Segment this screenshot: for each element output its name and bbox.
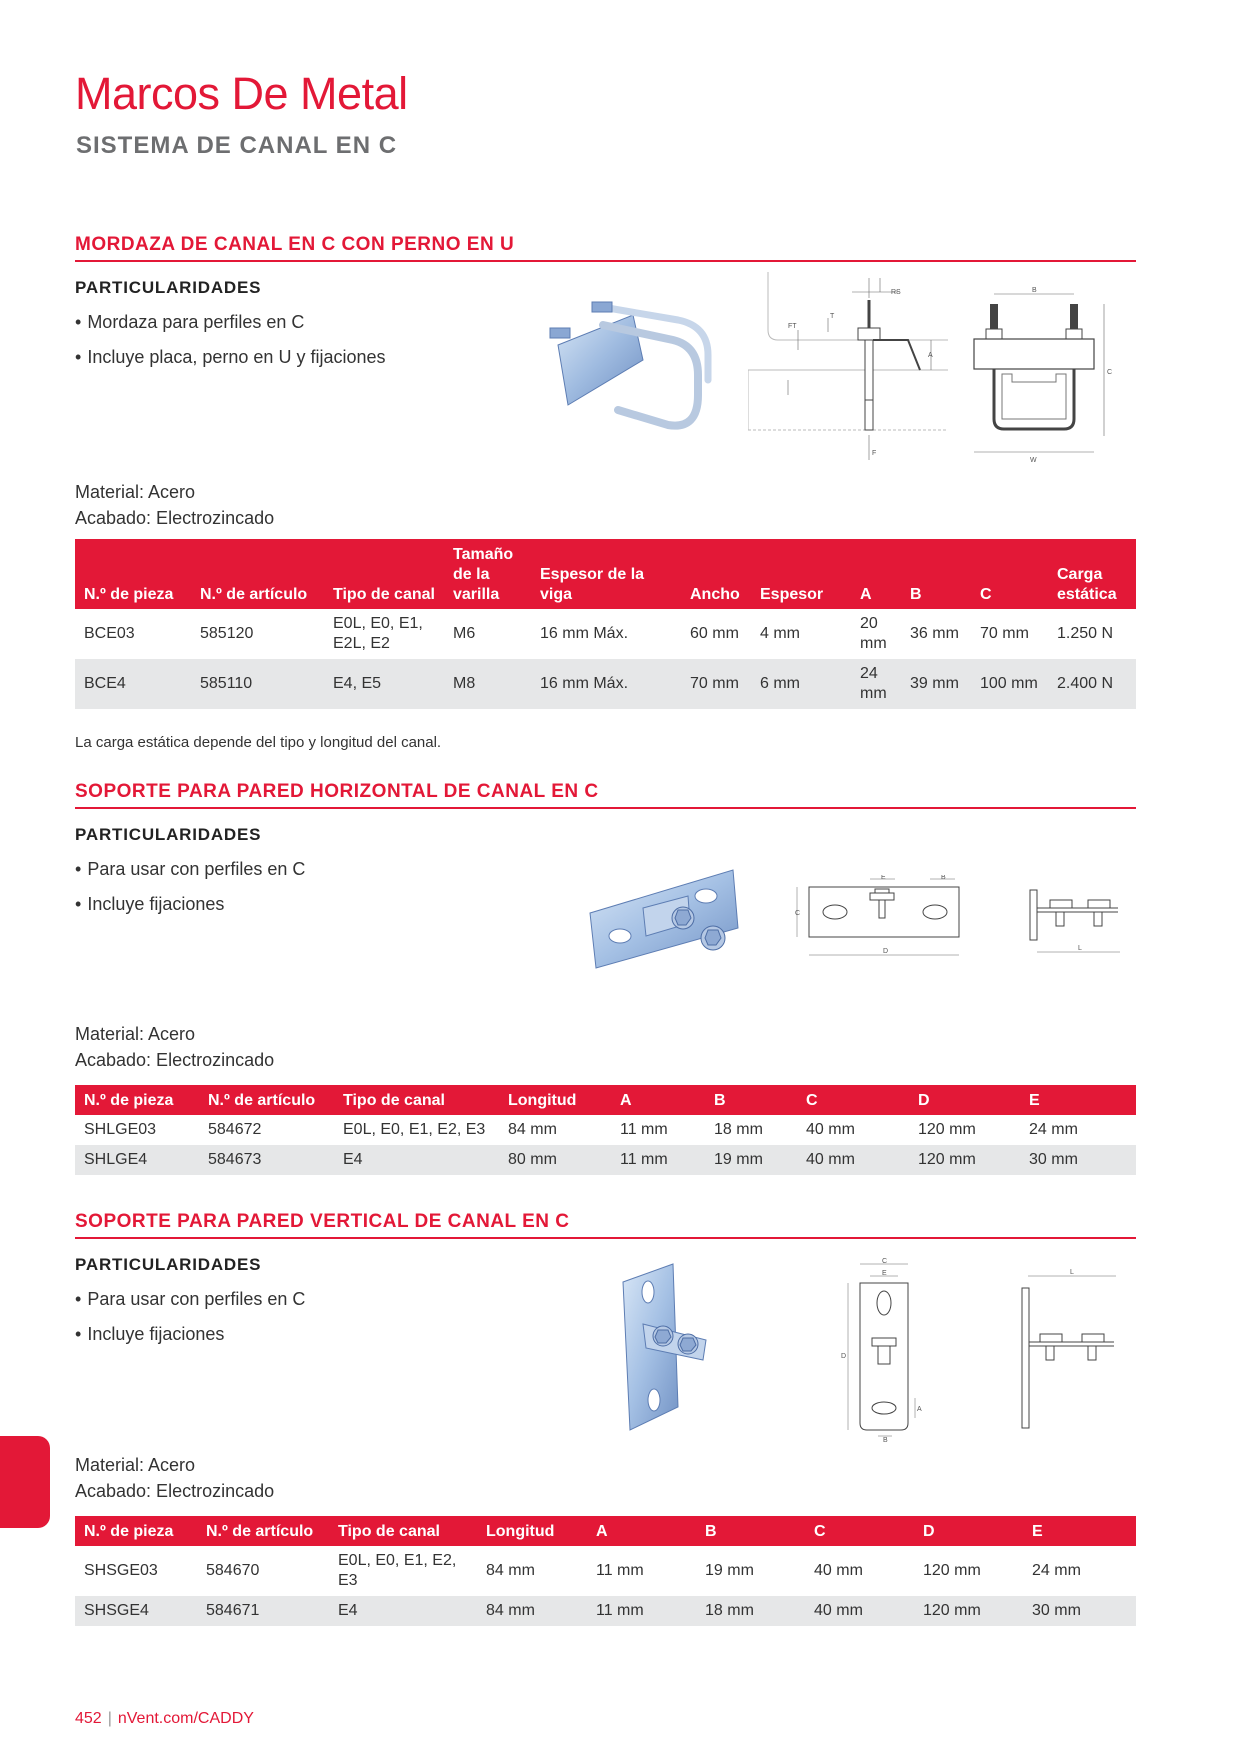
- col-header: B: [696, 1516, 805, 1546]
- horizontal-bracket-top-drawing: [795, 875, 965, 965]
- col-header: D: [909, 1085, 1020, 1115]
- table-cell: BCE4: [75, 659, 191, 709]
- front-view-drawing: [972, 284, 1122, 464]
- table-cell: 584671: [197, 1596, 329, 1626]
- col-header: B: [705, 1085, 797, 1115]
- table-cell: 24 mm: [1029, 1121, 1078, 1138]
- dim-label-ft: FT: [788, 323, 797, 330]
- table-cell: SHSGE4: [75, 1596, 197, 1626]
- col-header: C: [805, 1516, 914, 1546]
- material-text: Material: Acero: [75, 482, 196, 502]
- table-cell: 120 mm: [914, 1596, 1023, 1626]
- table-cell: 84 mm: [508, 1121, 557, 1138]
- vertical-front-view: [840, 1258, 930, 1443]
- table-cell: 584670: [206, 1562, 260, 1579]
- spec-table-vertical-bracket: [75, 1516, 1136, 1626]
- side-view-drawing: [748, 270, 948, 465]
- material-text: Material: Acero: [75, 1024, 196, 1044]
- spec-table-horizontal-bracket: [75, 1085, 1136, 1175]
- finish-text: Acabado: Electrozincado: [75, 1050, 275, 1070]
- u-bolt-clamp-image: [548, 300, 723, 450]
- col-header: N.º de artículo: [199, 1085, 334, 1115]
- table-cell: 585120: [200, 625, 254, 642]
- dim-label-d: D: [883, 948, 889, 955]
- table-cell: BCE03: [84, 625, 135, 642]
- table-cell: 585110: [191, 659, 324, 709]
- col-header: D: [914, 1516, 1023, 1546]
- vertical-side-view: [1018, 1268, 1118, 1433]
- table-cell: SHSGE03: [84, 1562, 158, 1579]
- section-vertical-wall-bracket: [75, 1211, 1136, 1359]
- features-heading: PARTICULARIDADES: [75, 825, 262, 844]
- section-title: MORDAZA DE CANAL EN C CON PERNO EN U: [75, 234, 1136, 262]
- horizontal-bracket-image: [588, 868, 748, 973]
- table-cell: 11 mm: [620, 1121, 668, 1138]
- table-cell: 18 mm: [714, 1121, 763, 1138]
- table-cell: E0L, E0, E1, E2, E3: [338, 1552, 457, 1589]
- section-title: SOPORTE PARA PARED HORIZONTAL DE CANAL EN C: [75, 781, 1136, 809]
- section-title: SOPORTE PARA PARED VERTICAL DE CANAL EN C: [75, 1211, 1136, 1239]
- table-cell: 84 mm: [477, 1596, 587, 1626]
- col-header: C: [797, 1085, 909, 1115]
- dim-label-b: B: [1032, 287, 1037, 294]
- table-cell: SHLGE4: [75, 1145, 199, 1175]
- col-header: N.º de pieza: [75, 539, 191, 609]
- table-cell: 11 mm: [596, 1562, 644, 1579]
- dim-label-e: E: [882, 1270, 887, 1277]
- table-cell: 4 mm: [760, 625, 800, 642]
- table-cell: 70 mm: [980, 625, 1029, 642]
- table-cell: 19 mm: [705, 1145, 797, 1175]
- finish-text: Acabado: Electrozincado: [75, 508, 275, 528]
- horizontal-side-view: [1028, 888, 1123, 958]
- col-header: Espesor de la viga: [531, 539, 681, 609]
- table-cell: 1.250 N: [1057, 625, 1114, 642]
- dim-label-c: C: [795, 910, 801, 917]
- vertical-bracket-photo: [618, 1262, 718, 1432]
- feature-item: • Mordaza para perfiles en C: [75, 312, 1136, 332]
- feature-item: • Incluye fijaciones: [75, 1324, 1136, 1344]
- table-cell: 40 mm: [805, 1596, 914, 1626]
- table-cell: 30 mm: [1020, 1145, 1136, 1175]
- col-header: B: [901, 539, 971, 609]
- vertical-bracket-front-drawing: [840, 1258, 930, 1443]
- features-list: [75, 1289, 1136, 1344]
- table-cell: 20 mm: [860, 615, 887, 652]
- u-bolt-clamp-photo: [548, 300, 723, 450]
- page-subtitle: SISTEMA DE CANAL EN C: [76, 132, 398, 159]
- table-cell: M8: [444, 659, 531, 709]
- table-cell: 120 mm: [923, 1562, 981, 1579]
- page-number: 452: [75, 1710, 102, 1727]
- table-cell: 11 mm: [611, 1145, 705, 1175]
- table-row: [75, 1115, 1136, 1145]
- features-heading: PARTICULARIDADES: [75, 1255, 262, 1274]
- col-header: N.º de pieza: [75, 1085, 199, 1115]
- dim-label-w: W: [1030, 457, 1037, 464]
- col-header: Carga estática: [1048, 539, 1136, 609]
- table-cell: 6 mm: [751, 659, 851, 709]
- vertical-bracket-image: [618, 1262, 718, 1432]
- col-header: E: [1023, 1516, 1136, 1546]
- table-cell: 70 mm: [681, 659, 751, 709]
- table-cell: 19 mm: [705, 1562, 754, 1579]
- table-cell: 84 mm: [486, 1562, 535, 1579]
- table-row: [75, 659, 1136, 709]
- spec-table-u-bolt-clamp: [75, 539, 1136, 709]
- material-text: Material: Acero: [75, 1455, 196, 1475]
- table-cell: 18 mm: [696, 1596, 805, 1626]
- table-cell: 60 mm: [690, 625, 739, 642]
- dim-label-f: F: [872, 450, 877, 457]
- feature-item: • Para usar con perfiles en C: [75, 1289, 1136, 1309]
- dim-label-c: C: [1107, 369, 1113, 376]
- table-cell: 24 mm: [1032, 1562, 1081, 1579]
- table-cell: 39 mm: [901, 659, 971, 709]
- dim-label-b: B: [941, 875, 946, 881]
- col-header: Longitud: [477, 1516, 587, 1546]
- table-cell: 36 mm: [910, 625, 959, 642]
- table-cell: 80 mm: [499, 1145, 611, 1175]
- col-header: A: [587, 1516, 696, 1546]
- table-cell: E4, E5: [324, 659, 444, 709]
- table-cell: 40 mm: [797, 1145, 909, 1175]
- dim-label-b: B: [883, 1437, 888, 1443]
- material-info: [75, 479, 274, 531]
- table-cell: 120 mm: [918, 1121, 976, 1138]
- col-header: N.º de pieza: [75, 1516, 197, 1546]
- col-header: A: [851, 539, 901, 609]
- table-cell: 120 mm: [909, 1145, 1020, 1175]
- table-cell: 16 mm Máx.: [540, 625, 629, 642]
- table-row: [75, 1596, 1136, 1626]
- features-heading: PARTICULARIDADES: [75, 278, 262, 297]
- col-header: A: [611, 1085, 705, 1115]
- page-title: Marcos De Metal: [75, 68, 408, 119]
- dim-label-l: L: [1070, 1269, 1074, 1276]
- load-note: La carga estática depende del tipo y longitud del canal.: [75, 734, 442, 751]
- col-header: Espesor: [751, 539, 851, 609]
- dim-label-rs: RS: [891, 289, 901, 296]
- table-cell: 100 mm: [971, 659, 1048, 709]
- table-row: [75, 1546, 1136, 1596]
- material-info: [75, 1452, 274, 1504]
- table-cell: 24 mm: [851, 659, 901, 709]
- table-cell: E4: [334, 1145, 499, 1175]
- table-cell: 11 mm: [587, 1596, 696, 1626]
- feature-item: • Incluye fijaciones: [75, 894, 1136, 914]
- u-bolt-clamp-front-drawing: [972, 284, 1122, 464]
- col-header: Longitud: [499, 1085, 611, 1115]
- col-header: Tamaño de la varilla: [444, 539, 531, 609]
- col-header: Tipo de canal: [334, 1085, 499, 1115]
- col-header: Tipo de canal: [324, 539, 444, 609]
- table-cell: 584672: [208, 1121, 262, 1138]
- table-cell: 40 mm: [806, 1121, 855, 1138]
- table-cell: SHLGE03: [84, 1121, 157, 1138]
- dim-label-a: A: [917, 1406, 922, 1413]
- chapter-tab: [0, 1436, 50, 1528]
- dim-label-d: D: [841, 1353, 847, 1360]
- material-info: [75, 1021, 274, 1073]
- col-header: E: [1020, 1085, 1136, 1115]
- horizontal-bracket-side-drawing: [1028, 888, 1123, 958]
- col-header: N.º de artículo: [197, 1516, 329, 1546]
- table-cell: 16 mm Máx.: [531, 659, 681, 709]
- website-link[interactable]: nVent.com/CADDY: [117, 1710, 254, 1727]
- footer-separator: |: [107, 1710, 112, 1727]
- col-header: N.º de artículo: [191, 539, 324, 609]
- feature-item: • Para usar con perfiles en C: [75, 859, 1136, 879]
- vertical-bracket-side-drawing: [1018, 1268, 1118, 1433]
- col-header: Ancho: [681, 539, 751, 609]
- footer: [75, 1710, 254, 1728]
- dim-label-c: C: [882, 1258, 888, 1265]
- table-cell: 30 mm: [1023, 1596, 1136, 1626]
- table-cell: M6: [453, 625, 476, 642]
- table-cell: 40 mm: [814, 1562, 863, 1579]
- dim-label-l: L: [1078, 945, 1082, 952]
- horizontal-top-view: [795, 875, 965, 965]
- finish-text: Acabado: Electrozincado: [75, 1481, 275, 1501]
- table-cell: E4: [329, 1596, 477, 1626]
- dim-label-e: E: [881, 875, 886, 881]
- table-cell: E0L, E0, E1, E2L, E2: [333, 615, 423, 652]
- table-cell: E0L, E0, E1, E2, E3: [343, 1121, 486, 1138]
- table-cell: 2.400 N: [1048, 659, 1136, 709]
- horizontal-bracket-photo: [588, 868, 748, 973]
- dim-label-a: A: [928, 352, 933, 359]
- u-bolt-clamp-side-drawing: [748, 270, 948, 465]
- feature-item: • Incluye placa, perno en U y fijaciones: [75, 347, 1136, 367]
- table-row: [75, 1145, 1136, 1175]
- col-header: Tipo de canal: [329, 1516, 477, 1546]
- table-cell: 584673: [199, 1145, 334, 1175]
- col-header: C: [971, 539, 1048, 609]
- table-row: [75, 609, 1136, 659]
- dim-label-t: T: [830, 313, 835, 320]
